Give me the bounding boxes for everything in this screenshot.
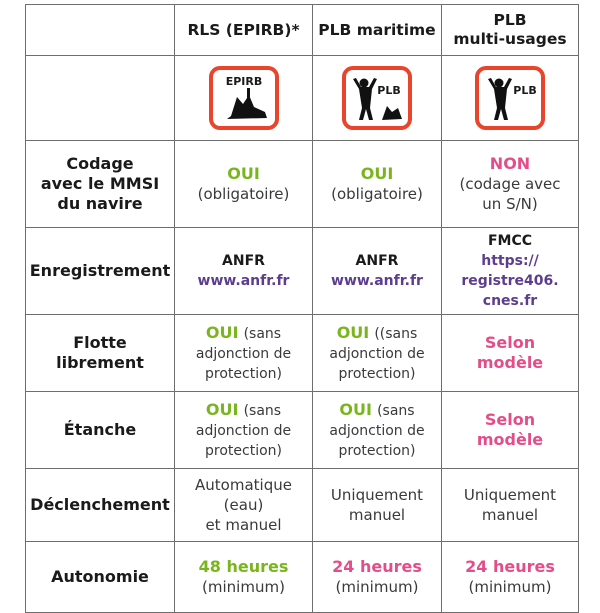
cell-codage-rls — [175, 141, 313, 228]
value-flotte-plb-maritime: OUI — [336, 322, 370, 342]
link-fmcc-line2[interactable]: registre406. — [461, 273, 559, 289]
header-plb-multi-line2: multi-usages — [453, 30, 567, 48]
org-enregistrement-plb-maritime: ANFR — [355, 253, 399, 269]
value-autonomie-plb-maritime: 24 heures — [332, 557, 422, 576]
epirb-icon — [209, 66, 279, 130]
header-plb-maritime: PLB maritime — [313, 5, 442, 56]
value-declenchement-rls-1: Automatique — [195, 476, 292, 494]
label-declenchement: Déclenchement — [26, 469, 175, 542]
note-etanche-plb-maritime-1: (sans — [377, 402, 415, 419]
cell-etanche-plb-maritime — [313, 392, 442, 469]
value-etanche-plb-maritime: OUI — [339, 399, 372, 419]
value-codage-plb-multi: NON — [489, 154, 531, 173]
note-etanche-plb-maritime-2: adjonction de — [329, 422, 425, 439]
epirb-icon-text: EPIRB — [225, 75, 262, 88]
value-declenchement-plb-maritime-2: manuel — [348, 506, 406, 524]
label-flotte-line1: Flotte — [73, 333, 127, 352]
value-declenchement-rls-2: (eau) — [223, 496, 264, 514]
note-codage-plb-maritime: (obligatoire) — [331, 185, 423, 203]
value-etanche-plb-multi-line1: Selon — [484, 410, 536, 429]
value-declenchement-rls-3: et manuel — [205, 516, 282, 534]
note-autonomie-rls: (minimum) — [202, 578, 285, 596]
icon-cell-plb-multi — [442, 56, 579, 141]
cell-enregistrement-plb-multi — [442, 228, 579, 315]
note-flotte-rls-1: (sans — [243, 325, 282, 342]
label-flotte-line2: librement — [56, 353, 144, 372]
cell-autonomie-plb-multi — [442, 542, 579, 613]
header-rls-epirb: RLS (EPIRB)* — [175, 5, 313, 56]
note-autonomie-plb-maritime: (minimum) — [335, 578, 419, 596]
beacon-comparison-table-wrapper — [25, 4, 579, 613]
note-flotte-plb-maritime-3: protection) — [338, 365, 416, 382]
value-codage-plb-maritime: OUI — [360, 164, 394, 183]
cell-codage-plb-maritime — [313, 141, 442, 228]
value-autonomie-rls: 48 heures — [198, 557, 289, 576]
cell-autonomie-plb-maritime — [313, 542, 442, 613]
value-declenchement-plb-maritime-1: Uniquement — [330, 486, 424, 504]
link-anfr-rls[interactable]: www.anfr.fr — [197, 273, 290, 289]
note-flotte-plb-maritime-1: ((sans — [374, 325, 418, 342]
cell-declenchement-plb-multi — [442, 469, 579, 542]
row-enregistrement — [26, 228, 579, 315]
label-codage-line3: du navire — [57, 194, 143, 213]
value-etanche-plb-multi-line2: modèle — [476, 430, 544, 449]
label-codage-line1: Codage — [66, 154, 134, 173]
cell-enregistrement-rls — [175, 228, 313, 315]
value-etanche-rls: OUI — [205, 399, 239, 419]
plb-maritime-icon — [342, 66, 412, 130]
value-declenchement-plb-multi-1: Uniquement — [463, 486, 557, 504]
icon-empty-cell — [26, 56, 175, 141]
value-flotte-plb-multi-line1: Selon — [484, 333, 536, 352]
org-enregistrement-rls: ANFR — [222, 253, 265, 269]
link-fmcc-line3[interactable]: cnes.fr — [482, 293, 538, 309]
label-codage-line2: avec le MMSI — [40, 174, 160, 193]
note-etanche-plb-maritime-3: protection) — [338, 442, 416, 459]
cell-enregistrement-plb-maritime — [313, 228, 442, 315]
note-autonomie-plb-multi: (minimum) — [468, 578, 552, 596]
row-etanche — [26, 392, 579, 469]
value-flotte-rls: OUI — [205, 322, 239, 342]
label-etanche: Étanche — [26, 392, 175, 469]
link-anfr-plb-maritime[interactable]: www.anfr.fr — [331, 273, 423, 289]
header-plb-multi-line1: PLB — [493, 11, 527, 29]
cell-flotte-plb-multi — [442, 315, 579, 392]
note-codage-plb-multi-line2: un S/N) — [482, 195, 538, 213]
value-autonomie-plb-multi: 24 heures — [465, 557, 555, 576]
note-etanche-rls-3: protection) — [205, 442, 282, 459]
note-flotte-rls-2: adjonction de — [195, 345, 292, 362]
header-empty-cell — [26, 5, 175, 56]
cell-declenchement-rls — [175, 469, 313, 542]
note-codage-plb-multi-line1: (codage avec — [459, 175, 561, 193]
plb-multi-icon-text: PLB — [513, 84, 537, 97]
cell-etanche-plb-multi — [442, 392, 579, 469]
label-autonomie: Autonomie — [26, 542, 175, 613]
icon-cell-epirb — [175, 56, 313, 141]
plb-multi-icon — [475, 66, 545, 130]
cell-autonomie-rls — [175, 542, 313, 613]
beacon-comparison-table — [25, 4, 579, 613]
row-flotte — [26, 315, 579, 392]
cell-flotte-plb-maritime — [313, 315, 442, 392]
row-codage — [26, 141, 579, 228]
plb-maritime-icon-text: PLB — [377, 84, 401, 97]
label-codage — [26, 141, 175, 228]
cell-declenchement-plb-maritime — [313, 469, 442, 542]
note-etanche-rls-1: (sans — [243, 402, 282, 419]
row-declenchement — [26, 469, 579, 542]
header-plb-multi — [442, 5, 579, 56]
cell-etanche-rls — [175, 392, 313, 469]
cell-flotte-rls — [175, 315, 313, 392]
value-flotte-plb-multi-line2: modèle — [476, 353, 544, 372]
header-row — [26, 5, 579, 56]
value-declenchement-plb-multi-2: manuel — [481, 506, 539, 524]
note-flotte-rls-3: protection) — [205, 365, 282, 382]
org-enregistrement-plb-multi: FMCC — [487, 233, 533, 249]
note-flotte-plb-maritime-2: adjonction de — [329, 345, 425, 362]
value-codage-rls: OUI — [227, 164, 260, 183]
icon-cell-plb-maritime — [313, 56, 442, 141]
label-enregistrement: Enregistrement — [26, 228, 175, 315]
row-autonomie — [26, 542, 579, 613]
label-flotte — [26, 315, 175, 392]
note-etanche-rls-2: adjonction de — [195, 422, 292, 439]
cell-codage-plb-multi — [442, 141, 579, 228]
link-fmcc-line1[interactable]: https:// — [481, 253, 539, 269]
note-codage-rls: (obligatoire) — [197, 185, 290, 203]
icon-row — [26, 56, 579, 141]
